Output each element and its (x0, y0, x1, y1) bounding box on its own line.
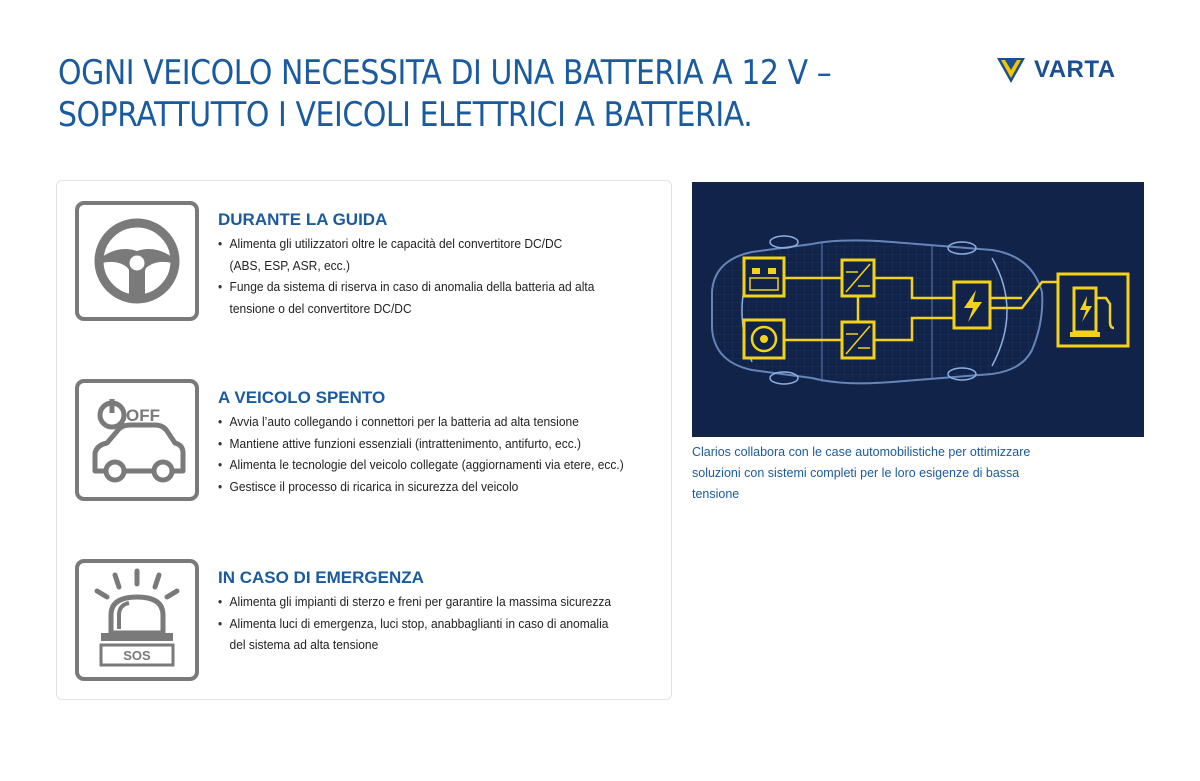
emergency-light-icon (75, 559, 199, 679)
title-line-1: OGNI VEICOLO NECESSITA DI UNA BATTERIA A 12 V – (58, 53, 832, 93)
list-item-continuation: del sistema ad alta tensione (229, 638, 379, 652)
ev-car-wireframe-icon (692, 182, 1144, 437)
section-heading: A VEICOLO SPENTO (218, 388, 386, 407)
list-item: • Alimenta gli impianti di sterzo e freni per garantire la massima sicurezza (218, 592, 660, 614)
car-off-icon (75, 379, 199, 499)
list-item: • Funge da sistema di riserva in caso di anomalia della batteria ad alta (218, 277, 660, 299)
section-emergency (75, 559, 665, 683)
varta-shield-icon (996, 56, 1026, 84)
title-line-2: SOPRATTUTTO I VEICOLI ELETTRICI A BATTERIA. (58, 95, 753, 135)
steering-wheel-icon (75, 201, 199, 321)
list-item: • Gestisce il processo di ricarica in sicurezza del veicolo (218, 477, 660, 499)
page-title (58, 52, 831, 136)
section-heading: IN CASO DI EMERGENZA (218, 568, 424, 587)
list-item: • Mantiene attive funzioni essenziali (intrattenimento, antifurto, ecc.) (218, 434, 660, 456)
varta-logo (996, 56, 1146, 84)
logo-text: VARTA (1034, 56, 1116, 83)
section-driving (75, 201, 665, 325)
list-item-continuation: (ABS, ESP, ASR, ecc.) (229, 258, 351, 273)
info-panel (56, 180, 672, 700)
list-item: • Avvia l’auto collegando i connettori per la batteria ad alta tensione (218, 412, 660, 434)
list-item: • Alimenta gli utilizzatori oltre le capacità del convertitore DC/DC (218, 234, 660, 256)
section-vehicle-off (75, 379, 665, 503)
list-item: • Alimenta le tecnologie del veicolo collegate (aggiornamenti via etere, ecc.) (218, 455, 660, 477)
illustration-caption: Clarios collabora con le case automobilistiche per ottimizzare soluzioni con sistemi completi per le loro esigenze di bassa tensione (692, 445, 1031, 501)
section-heading: DURANTE LA GUIDA (218, 210, 388, 229)
list-item: • Alimenta luci di emergenza, luci stop, anabbaglianti in caso di anomalia (218, 614, 660, 636)
sos-label: SOS (123, 648, 151, 663)
list-item-continuation: tensione o del convertitore DC/DC (229, 301, 412, 316)
off-label: OFF (126, 406, 160, 425)
ev-illustration (692, 182, 1144, 437)
